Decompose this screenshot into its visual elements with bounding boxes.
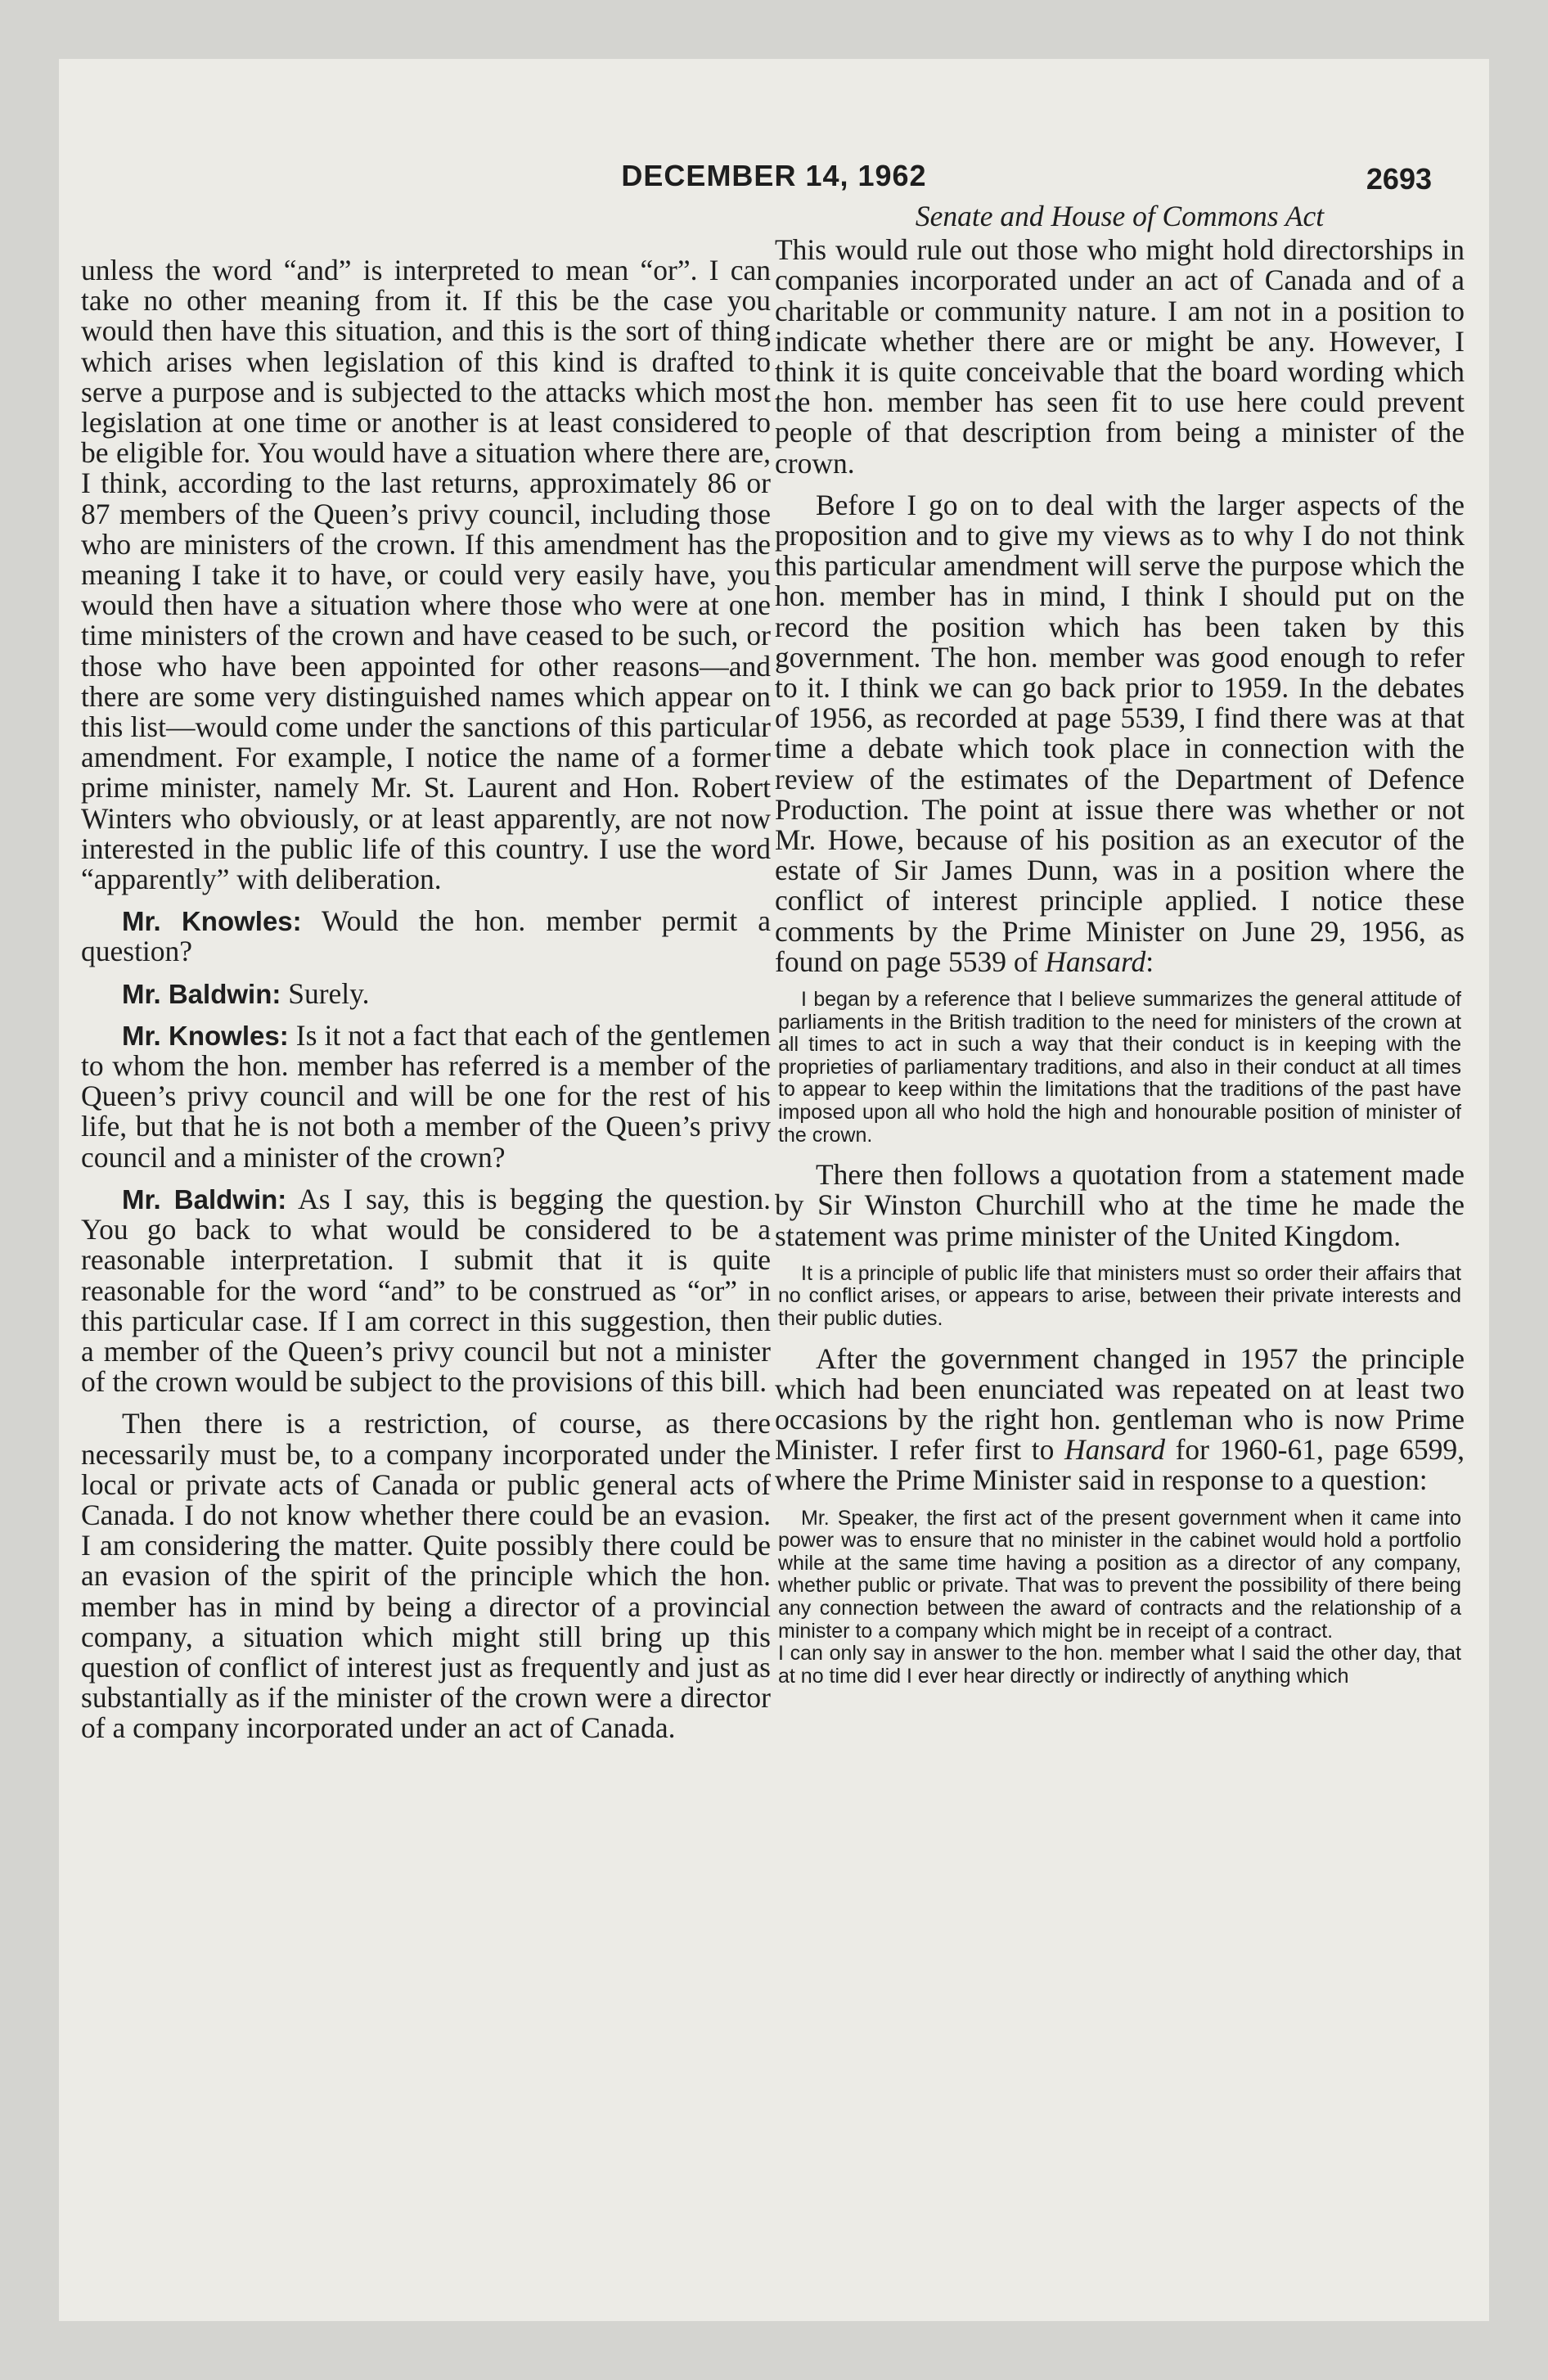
speech-text: Surely. <box>288 976 370 1010</box>
page-date: DECEMBER 14, 1962 <box>621 159 927 192</box>
paragraph-text: After the government changed in 1957 the principle which had been enunciated was repeated on at least two occasions by the right hon. gentleman who is now Prime Minister. I refer first to <box>775 1341 1465 1467</box>
speaker-name: Mr. Knowles: <box>122 906 302 937</box>
paragraph-text: : <box>1145 944 1154 978</box>
speaker-name: Mr. Baldwin: <box>122 1183 287 1215</box>
page-number: 2693 <box>1366 162 1432 196</box>
paragraph: unless the word “and” is interpreted to mean “or”. I can take no other meaning from it. If this be the case you would then have this situation, and this is the sort of thing which arises when legislation of this kind is drafted to serve a purpose and is subjected to the attacks which most legislation at one time or another is at least considered to be eligible for. You would have a situation where there are, I think, according to the last returns, approximately 86 or 87 members of the Queen’s privy council, including those who are ministers of the crown. If this amendment has the meaning I take it to have, or could very easily have, you would then have a situation where those who were at one time ministers of the crown and have ceased to be such, or those who have been appointed for other reasons—and there are some very distinguished names which appear on this list—would come under the sanctions of this particular amendment. For example, I notice the name of a former prime minister, namely Mr. St. Laurent and Hon. Robert Winters who obviously, or at least apparently, are not now interested in the public life of this country. I use the word “apparently” with deliberation. <box>81 254 771 896</box>
paragraph-text: Before I go on to deal with the larger aspects of the proposition and to give my views as to why I do not think this particular amendment will serve the purpose which the hon. member has in mind, I think I should put on the record the position which has been taken by this government. The hon. member was good enough to refer to it. I think we can go back prior to 1959. In the debates of 1956, as recorded at page 5539, I find there was at that time a debate which took place in connection with the review of the estimates of the Department of Defence Production. The point at issue there was whether or not Mr. Howe, because of his position as an executor of the estate of Sir James Dunn, was in a position where the conflict of interest principle applied. I notice these comments by the Prime Minister on June 29, 1956, as found on page 5539 of <box>775 488 1465 978</box>
speech-text: Would the hon. member permit a question? <box>81 904 771 968</box>
quote-text: Mr. Speaker, the first act of the present government when it came into power was to ensure that no minister in the cabinet would hold a portfolio while at the same time having a position as a director of any company, whether public or private. That was to prevent the possibility of there being any connection between the award of contracts and the relationship of a minister to a company which might be in receipt of a contract. <box>778 1506 1461 1643</box>
quote-text: It is a principle of public life that ministers must so order their affairs that no conflict arises, or appears to arise, between their private interests and their public duties. <box>778 1261 1461 1331</box>
quote-text: I can only say in answer to the hon. member what I said the other day, that at no time did I ever hear directly or indirectly of anything which <box>778 1642 1461 1688</box>
paragraph: There then follows a quotation from a statement made by Sir Winston Churchill who at the time he made the statement was prime minister of the United Kingdom. <box>775 1158 1465 1252</box>
speech <box>81 906 771 967</box>
block-quote <box>775 1508 1465 1688</box>
speech <box>81 1018 772 1174</box>
speaker-name: Mr. Baldwin: <box>122 978 281 1009</box>
right-column <box>775 201 1465 1701</box>
quote-text: I began by a reference that I believe summarizes the general attitude of parliaments in the British tradition to the need for ministers of the crown at all times to act in such a way that their conduct is in keeping with the proprieties of parliamentary traditions, and also in their conduct at all times to appear to keep within the limitations that the traditions of the past have imposed upon all who hold the high and honourable position of minister of the crown. <box>778 988 1461 1147</box>
paragraph <box>775 1341 1465 1497</box>
speaker-name: Mr. Knowles: <box>122 1020 289 1051</box>
speech-text: Is it not a fact that each of the gentlemen to whom the hon. member has referred is a member of the Queen’s privy council and will be one for the rest of his life, but that he is not both a member of the Queen’s privy council and a minister of the crown? <box>81 1018 772 1174</box>
page-header <box>59 159 1489 200</box>
hansard-italic: Hansard <box>1045 944 1146 978</box>
speech <box>81 1184 771 1397</box>
paragraph-text: for 1960-61, page 6599, where the Prime Minister said in response to a question: <box>775 1433 1465 1497</box>
hansard-italic: Hansard <box>1064 1433 1165 1467</box>
paragraph <box>775 490 1465 977</box>
speech-text: As I say, this is begging the question. You go back to what would be considered to be a reasonable interpretation. I submit that it is quite reasonable for the word “and” to be construed as “or” in this particular case. If I am correct in this suggestion, then a member of the Queen’s privy council but not a minister of the crown would be subject to the provisions of this bill. <box>81 1182 772 1399</box>
running-head: Senate and House of Commons Act <box>915 200 1325 232</box>
paragraph: Then there is a restriction, of course, as there necessarily must be, to a company incorporated under the local or private acts of Canada or public general acts of Canada. I do not know whether there could be an evasion. I am considering the matter. Quite possibly there could be an evasion of the spirit of the principle which the hon. member has in mind by being a director of a provincial company, a situation which might still bring up this question of conflict of interest just as frequently and just as substantially as if the minister of the crown were a director of a company incorporated under an act of Canada. <box>81 1407 771 1745</box>
paragraph: This would rule out those who might hold directorships in companies incorporated under an act of Canada and of a charitable or community nature. I am not in a position to indicate whether there are or might be any. However, I think it is quite conceivable that the board wording which the hon. member has seen fit to use here could prevent people of that description from being a minister of the crown. <box>775 233 1465 480</box>
left-column <box>81 255 771 1756</box>
block-quote <box>775 989 1465 1147</box>
block-quote <box>775 1263 1465 1331</box>
document-page <box>59 59 1489 2321</box>
speech <box>81 976 771 1010</box>
